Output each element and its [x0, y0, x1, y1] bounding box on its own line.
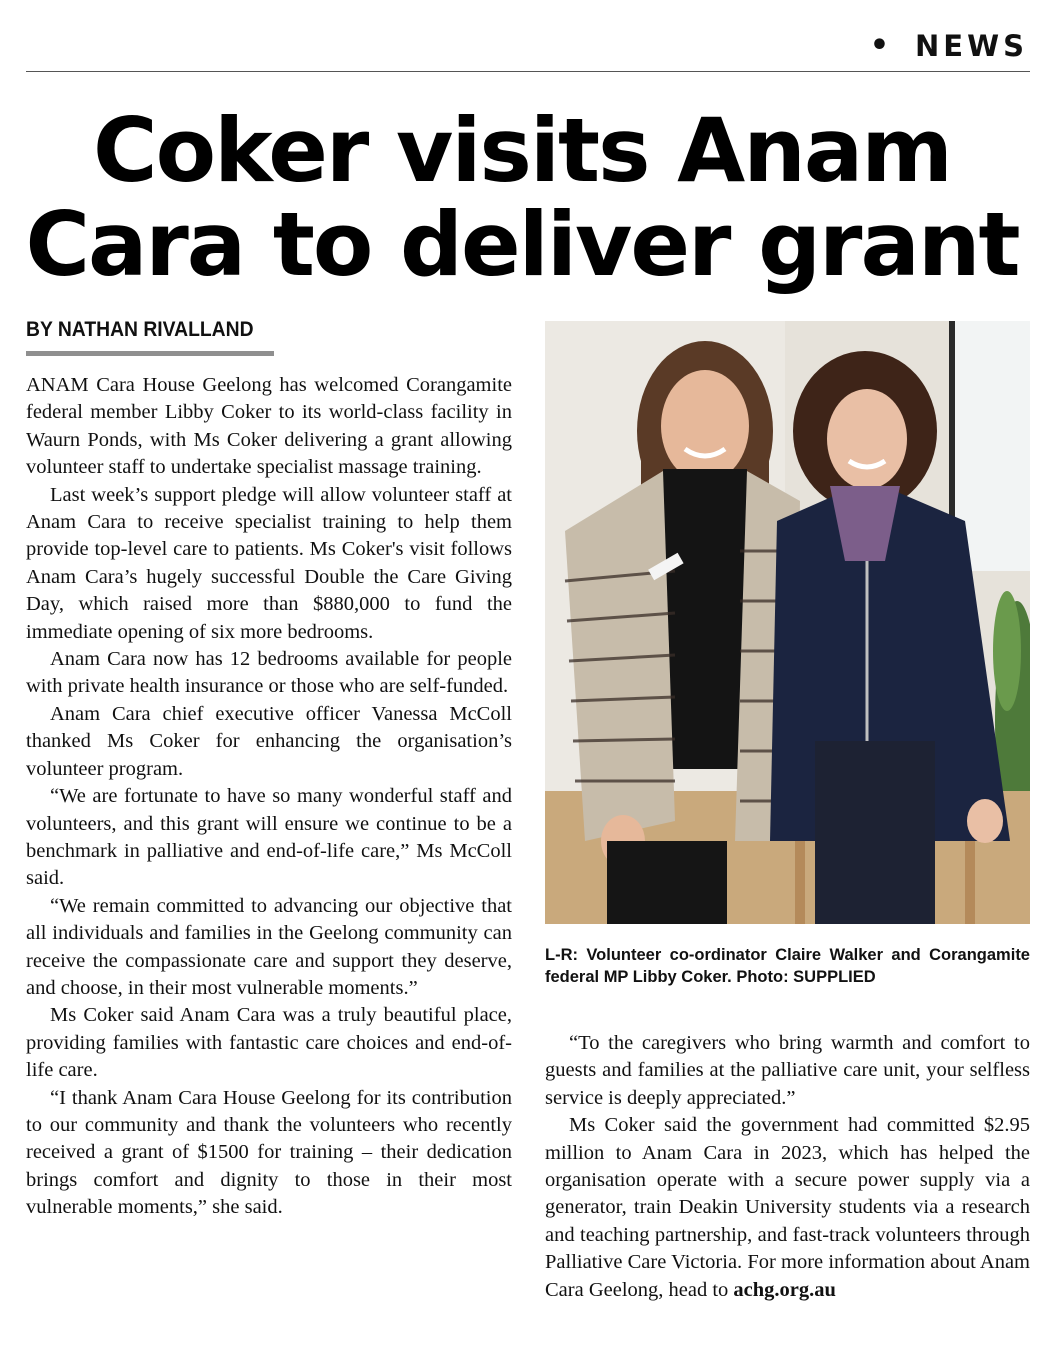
article-paragraph: “To the caregivers who bring warmth and comfort to guests and families at the palliative care unit, your selfless service is deeply appreciated.” [545, 1032, 1030, 1109]
article-paragraph: “We are fortunate to have so many wonderful staff and volunteers, and this grant will ensure we continue to be a benchmark in palliative and end-of-life care,” Ms McColl said. [26, 785, 512, 890]
section-bullet: • [869, 28, 890, 63]
article-photo [545, 321, 1030, 924]
header-rule [26, 71, 1030, 72]
headline-line-1: Coker visits Anam [93, 99, 951, 202]
article-column-left [26, 372, 512, 1222]
closing-text: Ms Coker said the government had committed $2.95 million to Anam Cara in 2023, which has helped the organisation operate with a secure power supply via a generator, train Deakin University students via a research and teaching partnership, and fast-track volunteers through Palliative Care Victoria. For more information about Anam Cara Geelong, head to [545, 1114, 1030, 1301]
headline [0, 99, 1044, 296]
article-paragraph: “I thank Anam Cara House Geelong for its contribution to our community and thank the volunteers who recently received a grant of $1500 for training – their dedication brings comfort and dignity to those in their most vulnerable moments,” she said. [26, 1086, 512, 1219]
website-link[interactable]: achg.org.au [733, 1278, 836, 1301]
article-paragraph: “We remain committed to advancing our objective that all individuals and families in the Geelong community can receive the compassionate care and support they deserve, and choose, in their most vulnerable moments.” [26, 894, 512, 999]
article-paragraph: Anam Cara chief executive officer Vanessa McColl thanked Ms Coker for enhancing the organisation’s volunteer program. [26, 702, 512, 780]
section-tag [870, 28, 1028, 63]
article-paragraph: Anam Cara now has 12 bedrooms available for people with private health insurance or those who are self-funded. [26, 648, 512, 698]
byline: BY NATHAN RIVALLAND [26, 318, 254, 341]
section-label: NEWS [915, 28, 1028, 63]
article-paragraph: Ms Coker said Anam Cara was a truly beautiful place, providing families with fantastic care choices and end-of-life care. [26, 1004, 512, 1082]
photo-caption [545, 944, 1030, 988]
headline-line-2: Cara to deliver grant [25, 193, 1019, 296]
article-paragraph-last [545, 1112, 1030, 1304]
article-column-right [545, 1030, 1030, 1304]
article-paragraph: ANAM Cara House Geelong has welcomed Corangamite federal member Libby Coker to its world-class facility in Waurn Ponds, with Ms Coker delivering a grant allowing volunteer staff to undertake specialist massage training. [26, 374, 512, 479]
photo-illustration [545, 321, 1030, 924]
byline-underline [26, 351, 274, 356]
article-paragraph: Last week’s support pledge will allow volunteer staff at Anam Cara to receive specialist training to help them provide top-level care to patients. Ms Coker's visit follows Anam Cara’s hugely successful Double the Care Giving Day, which raised more than $880,000 to fund the immediate opening of six more bedrooms. [26, 483, 512, 643]
photo-caption-text: L-R: Volunteer co-ordinator Claire Walker and Corangamite federal MP Libby Coker. Photo: SUPPLIED [545, 946, 1030, 986]
